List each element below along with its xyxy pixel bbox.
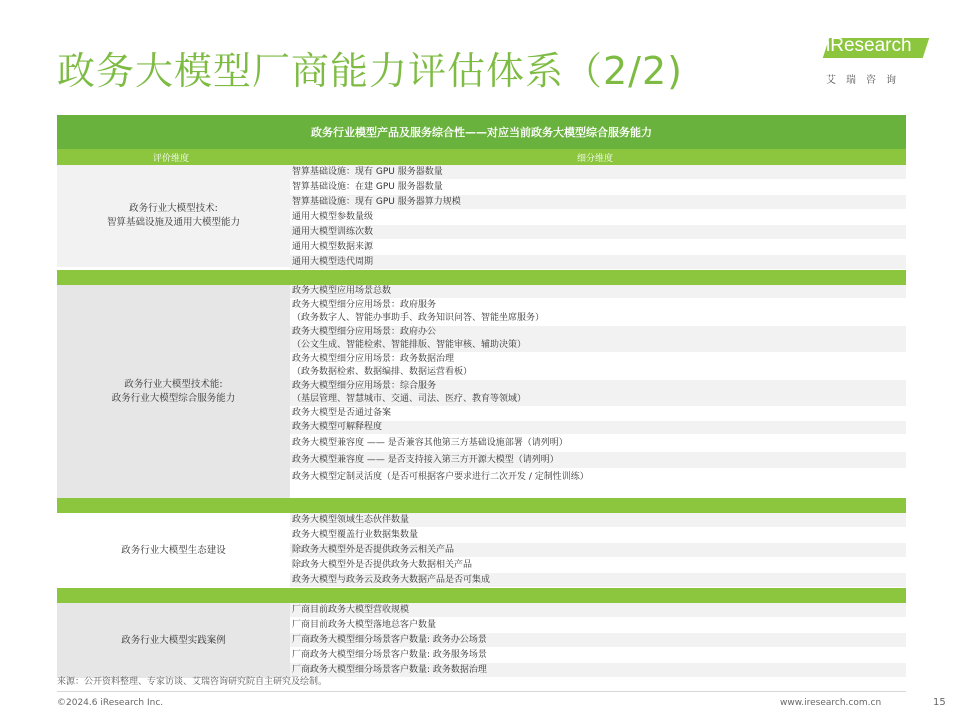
table-section-1 xyxy=(57,165,906,270)
table-row: 政务大模型覆盖行业数据集数量 xyxy=(290,528,906,543)
section-divider xyxy=(57,588,906,603)
table-row: 政务大模型兼容度 —— 是否支持接入第三方开源大模型（请列明） xyxy=(290,452,906,469)
table-row: 除政务大模型外是否提供政务大数据相关产品 xyxy=(290,558,906,573)
section-label: 政务行业大模型实践案例 xyxy=(57,603,290,678)
section-divider xyxy=(57,270,906,285)
table-row: 厂商政务大模型细分场景客户数量: 政务服务场景 xyxy=(290,648,906,663)
iresearch-logo xyxy=(820,30,930,90)
section-label: 政务行业大模型生态建设 xyxy=(57,513,290,588)
section-items xyxy=(290,285,906,498)
table-column-header xyxy=(57,149,906,165)
section-divider xyxy=(57,498,906,513)
table-row: 政务大模型细分应用场景：政务数据治理 （政务数据检索、数据编排、数据运营看板） xyxy=(290,353,906,380)
table-row: 政务大模型与政务云及政务大数据产品是否可集成 xyxy=(290,573,906,588)
table-row: 智算基础设施：现有 GPU 服务器数量 xyxy=(290,165,906,180)
footer-copyright: ©2024.6 iResearch Inc. xyxy=(57,698,164,708)
section-label: 政务行业大模型技术: 智算基础设施及通用大模型能力 xyxy=(57,165,290,267)
table-row: 通用大模型迭代周期 xyxy=(290,255,906,270)
logo-subtitle: 艾瑞咨询 xyxy=(826,75,906,86)
table-row: 厂商目前政务大模型落地总客户数量 xyxy=(290,618,906,633)
page-title: 政务大模型厂商能力评估体系（2/2) xyxy=(57,49,683,93)
column-header-right: 细分维度 xyxy=(577,154,614,164)
table-row: 政务大模型细分应用场景：政府办公 （公文生成、智能检索、智能排版、智能审核、辅助决策） xyxy=(290,326,906,353)
table-row: 除政务大模型外是否提供政务云相关产品 xyxy=(290,543,906,558)
table-row: 智算基础设施：现有 GPU 服务器算力规模 xyxy=(290,195,906,210)
evaluation-table xyxy=(57,115,906,678)
table-header: 政务行业模型产品及服务综合性——对应当前政务大模型综合服务能力 xyxy=(57,115,906,149)
section-items xyxy=(290,513,906,588)
table-row: 政务大模型是否通过备案 xyxy=(290,407,906,421)
table-row: 政务大模型应用场景总数 xyxy=(290,285,906,299)
table-row: 政务大模型细分应用场景：政府服务 （政务数字人、智能办事助手、政务知识问答、智能坐席服务） xyxy=(290,299,906,326)
column-header-left: 评价维度 xyxy=(153,154,190,164)
logo-wordmark: iResearch xyxy=(826,35,912,56)
table-section-2 xyxy=(57,285,906,498)
table-row: 通用大模型数据来源 xyxy=(290,240,906,255)
table-section-4 xyxy=(57,603,906,678)
table-row: 通用大模型训练次数 xyxy=(290,225,906,240)
table-row: 政务大模型定制灵活度（是否可根据客户要求进行二次开发 / 定制性训练） xyxy=(290,469,906,486)
footer-url: www.iresearch.com.cn xyxy=(780,698,882,708)
table-section-3 xyxy=(57,513,906,588)
table-row: 厂商政务大模型细分场景客户数量: 政务数据治理 xyxy=(290,663,906,678)
table-row: 政务大模型可解释程度 xyxy=(290,421,906,435)
section-label: 政务行业大模型技术能: 政务行业大模型综合服务能力 xyxy=(57,285,290,498)
table-row: 厂商政务大模型细分场景客户数量: 政务办公场景 xyxy=(290,633,906,648)
table-row: 政务大模型细分应用场景：综合服务 （基层管理、智慧城市、交通、司法、医疗、教育等领域） xyxy=(290,380,906,407)
section-items xyxy=(290,165,906,270)
table-row: 厂商目前政务大模型营收规模 xyxy=(290,603,906,618)
page-number: 15 xyxy=(933,697,946,708)
section-items xyxy=(290,603,906,678)
table-row: 政务大模型兼容度 —— 是否兼容其他第三方基础设施部署（请列明） xyxy=(290,435,906,452)
source-note: 来源：公开资料整理、专家访谈、艾瑞咨询研究院自主研究及绘制。 xyxy=(57,677,328,687)
table-row: 政务大模型领域生态伙伴数量 xyxy=(290,513,906,528)
footer-divider xyxy=(57,691,906,692)
table-row: 智算基础设施：在建 GPU 服务器数量 xyxy=(290,180,906,195)
table-row: 通用大模型参数量级 xyxy=(290,210,906,225)
